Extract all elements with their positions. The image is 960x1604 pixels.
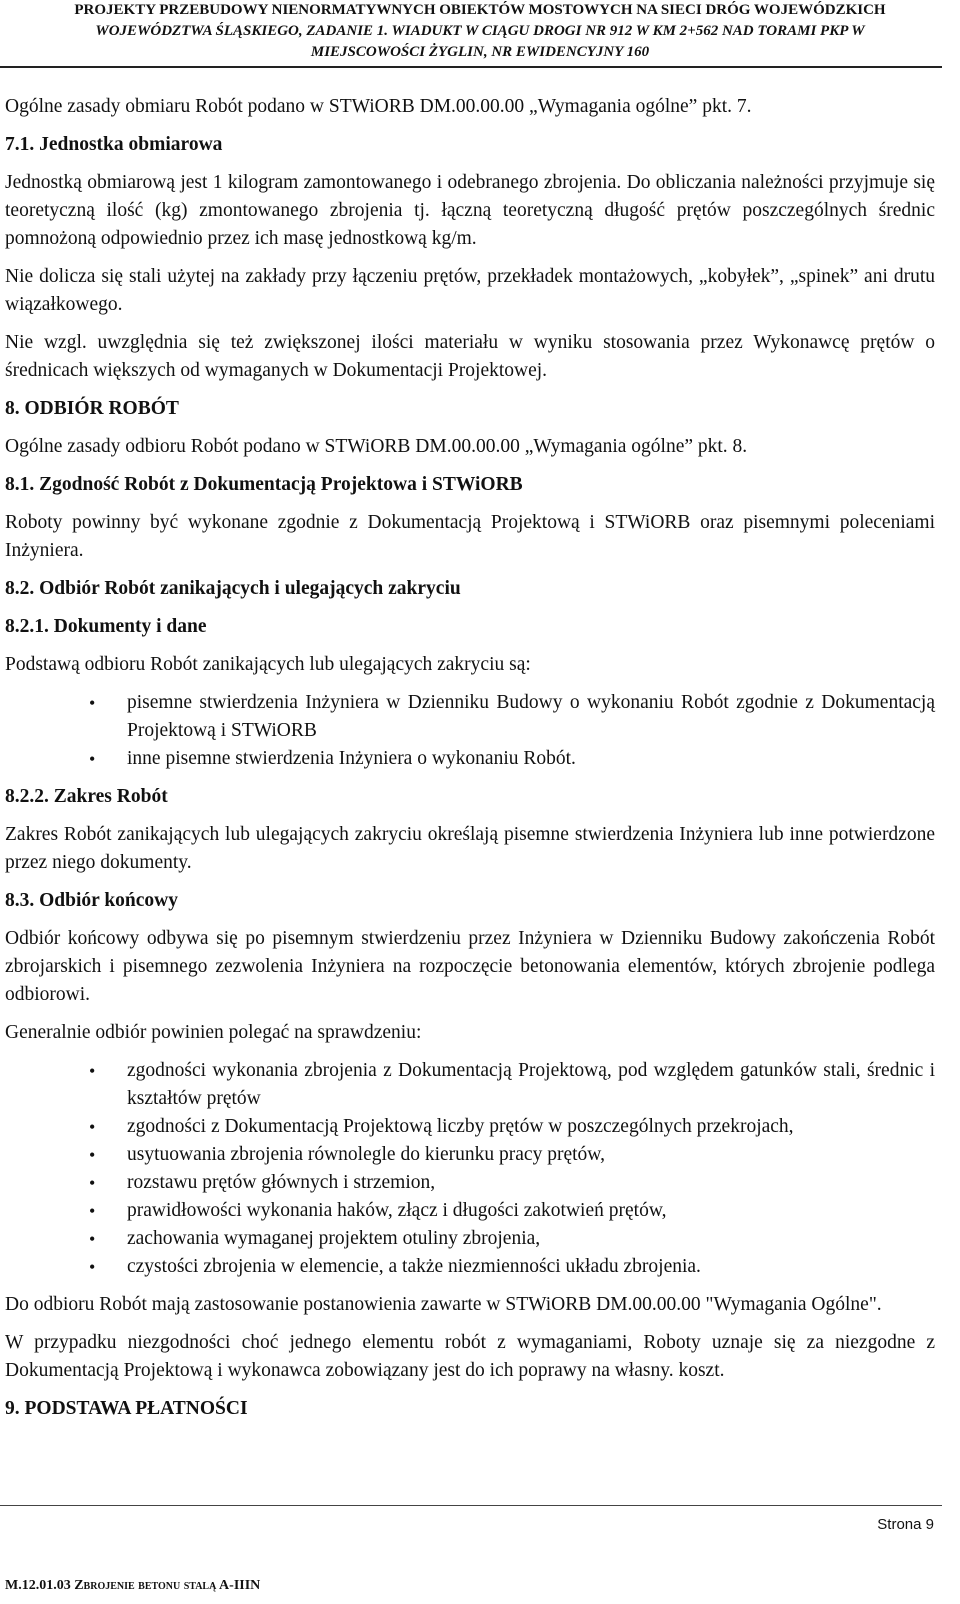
paragraph-8-3-c: Do odbioru Robót mają zastosowanie postanowienia zawarte w STWiORB DM.00.00.00 "Wymagania Ogólne".: [5, 1294, 882, 1315]
list-item: • rozstawu prętów głównych i strzemion,: [5, 1169, 935, 1197]
list-item: • inne pisemne stwierdzenia Inżyniera o wykonaniu Robót.: [5, 745, 935, 773]
list-item: • pisemne stwierdzenia Inżyniera w Dzienniku Budowy o wykonaniu Robót zgodnie z Dokumentacją Projektową i STWiORB: [5, 689, 935, 745]
list-8-2-1: [5, 689, 935, 773]
list-item: • zgodności wykonania zbrojenia z Dokumentacją Projektową, pod względem gatunków stali, średnic i kształtów prętów: [5, 1057, 935, 1113]
list-item: • czystości zbrojenia w elemencie, a także niezmienności układu zbrojenia.: [5, 1253, 935, 1281]
paragraph-8-1: Roboty powinny być wykonane zgodnie z Dokumentacją Projektową i STWiORB oraz pisemnymi poleceniami Inżyniera.: [5, 512, 935, 561]
heading-8-1: 8.1. Zgodność Robót z Dokumentacją Projektowa i STWiORB: [5, 474, 523, 495]
heading-8-2: 8.2. Odbiór Robót zanikających i ulegających zakryciu: [5, 578, 461, 599]
paragraph-7-1-a: Jednostką obmiarową jest 1 kilogram zamontowanego i odebranego zbrojenia. Do obliczania należności przyjmuje się teoretyczną ilość (kg) zmontowanego zbrojenia tj. łączną teoretyczną długość prętów poszczególnych średnic pomnożoną odpowiednio przez ich masę jednostkową kg/m.: [5, 172, 935, 249]
page-header: [0, 0, 960, 63]
document-body: [5, 93, 935, 1433]
paragraph-8-3-b: Generalnie odbiór powinien polegać na sprawdzeniu:: [5, 1022, 422, 1043]
header-line-3: MIEJSCOWOŚCI ŻYGLIN, NR EWIDENCYJNY 160: [310, 44, 650, 60]
heading-8: 8. ODBIÓR ROBÓT: [5, 398, 179, 419]
heading-8-2-2: 8.2.2. Zakres Robót: [5, 786, 168, 807]
paragraph-8-3-a: Odbiór końcowy odbywa się po pisemnym stwierdzeniu przez Inżyniera w Dzienniku Budowy zakończenia Robót zbrojarskich i pisemnego zezwolenia Inżyniera na rozpoczęcie betonowania elementów, których zbrojenie podlega odbiorowi.: [5, 928, 935, 1005]
header-line-2: WOJEWÓDZTWA ŚLĄSKIEGO, ZADANIE 1. WIADUKT W CIĄGU DROGI NR 912 W KM 2+562 NAD TORAMI PKP W: [95, 23, 865, 39]
paragraph-8-2-2: Zakres Robót zanikających lub ulegających zakryciu określają pisemne stwierdzenia Inżyniera lub inne potwierdzone przez niego dokumenty.: [5, 824, 935, 873]
heading-7-1: 7.1. Jednostka obmiarowa: [5, 134, 223, 155]
paragraph-7-1-b: Nie dolicza się stali użytej na zakłady przy łączeniu prętów, przekładek montażowych, „kobyłek”, „spinek” ani drutu wiązałkowego.: [5, 266, 935, 315]
page-number: Strona 9: [877, 1516, 934, 1533]
paragraph-8-3-d: W przypadku niezgodności choć jednego elementu robót z wymaganiami, Roboty uznaje się za niezgodne z Dokumentacją Projektową i wykonawca zobowiązany jest do ich poprawy na własny. koszt.: [5, 1332, 935, 1381]
heading-8-2-1: 8.2.1. Dokumenty i dane: [5, 616, 207, 637]
list-item: • zachowania wymaganej projektem otuliny zbrojenia,: [5, 1225, 935, 1253]
paragraph-8-2-1: Podstawą odbioru Robót zanikających lub ulegających zakryciu są:: [5, 654, 531, 675]
paragraph-8: Ogólne zasady odbioru Robót podano w STWiORB DM.00.00.00 „Wymagania ogólne” pkt. 8.: [5, 436, 748, 457]
list-item: • zgodności z Dokumentacją Projektową liczby prętów w poszczególnych przekrojach,: [5, 1113, 935, 1141]
header-divider: [0, 66, 942, 68]
header-line-1: PROJEKTY PRZEBUDOWY NIENORMATYWNYCH OBIEKTÓW MOSTOWYCH NA SIECI DRÓG WOJEWÓDZKICH: [74, 2, 886, 18]
document-code: M.12.01.03 Zbrojenie betonu stalą A-IIIN: [5, 1578, 261, 1593]
list-8-3: [5, 1057, 935, 1281]
list-item: • usytuowania zbrojenia równolegle do kierunku pracy prętów,: [5, 1141, 935, 1169]
paragraph-intro: Ogólne zasady obmiaru Robót podano w STWiORB DM.00.00.00 „Wymagania ogólne” pkt. 7.: [5, 96, 752, 117]
heading-8-3: 8.3. Odbiór końcowy: [5, 890, 179, 911]
heading-9: 9. PODSTAWA PŁATNOŚCI: [5, 1398, 248, 1419]
footer-divider: [0, 1505, 942, 1506]
list-item: • prawidłowości wykonania haków, złącz i długości zakotwień prętów,: [5, 1197, 935, 1225]
paragraph-7-1-c: Nie wzgl. uwzględnia się też zwiększonej ilości materiału w wyniku stosowania przez Wykonawcę prętów o średnicach większych od wymaganych w Dokumentacji Projektowej.: [5, 332, 935, 381]
